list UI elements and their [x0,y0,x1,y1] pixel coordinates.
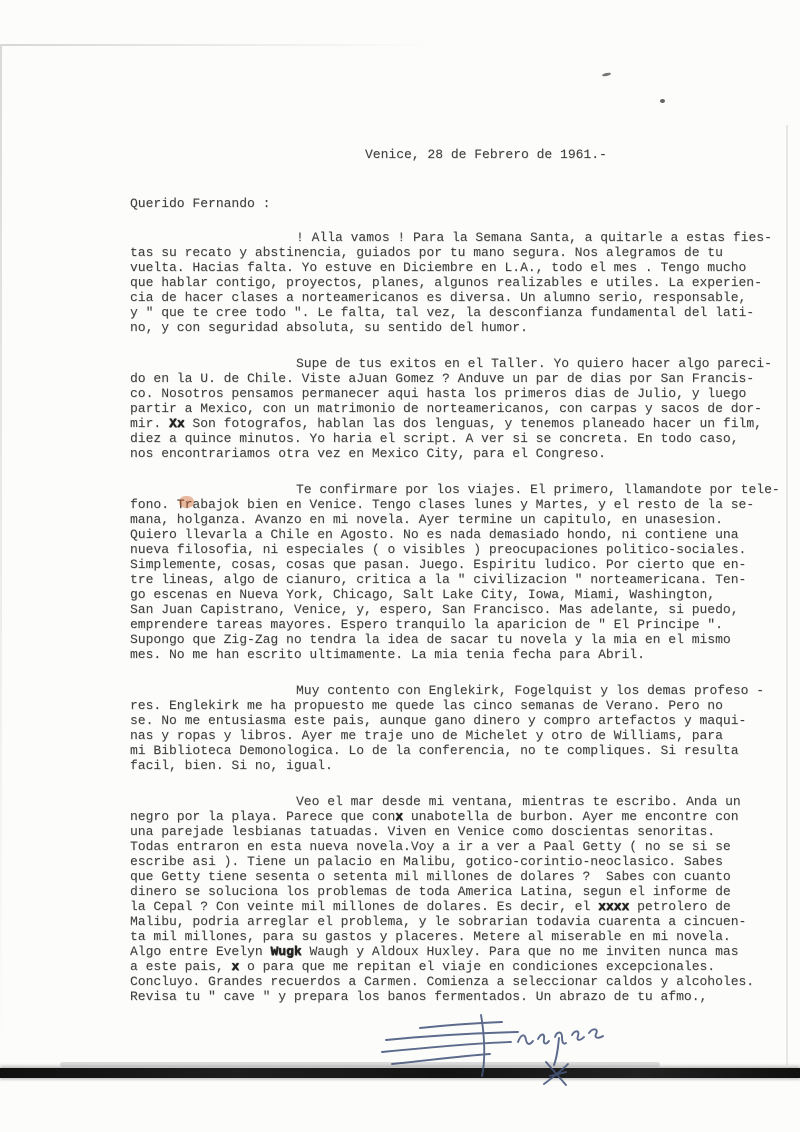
letter-line: diez a quince minutos. Yo haria el script. A ver si se concreta. En todo caso, [130,431,739,446]
letter-line: una parejade lesbianas tatuadas. Viven en Venice como doscientas senoritas. [130,824,716,839]
letter-line: Malibu, podria arreglar el problema, y le sobrarian todavia cuarenta a cincuen- [130,914,747,929]
letter-line: dinero se soluciona los problemas de toda America Latina, segun el informe de [130,884,731,899]
letter-line: ! Alla vamos ! Para la Semana Santa, a quitarle a estas fies- [296,230,772,245]
overstrike-text: Xx [169,416,185,431]
letter-line: a este pais, x o para que me repitan el viaje en condiciones excepcionales. [130,959,716,974]
letter-line: Muy contento con Englekirk, Fogelquist y los demas profeso - [296,683,765,698]
letter-line: mes. No me han escrito ultimamente. La mia tenia fecha para Abril. [130,647,645,662]
letter-line: ta mil millones, para su gastos y placeres. Metere al miserable en mi novela. [130,929,731,944]
letter-line: cia de hacer clases a norteamericanos es diversa. Un alumno serio, responsable, [130,290,747,305]
paragraph [130,794,795,1004]
letter-line: res. Englekirk me ha propuesto me quede las cinco semanas de Verano. Pero no [130,698,723,713]
paper-edge-left [0,44,2,1054]
letter-line: que hablar contigo, proyectos, planes, algunos realizables e utiles. La experien- [130,275,762,290]
letter-line: facil, bien. Si no, igual. [130,758,333,773]
letter-line: no, y con seguridad absoluta, su sentido del humor. [130,320,528,335]
scan-speck [660,99,665,103]
letter-line: do en la U. de Chile. Viste aJuan Gomez ? Anduve un par de dias por San Francis- [130,371,755,386]
letter-line: Supongo que Zig-Zag no tendra la idea de sacar tu novela y la mia en el mismo [130,632,731,647]
letter-line: Revisa tu " cave " y prepara los banos fermentados. Un abrazo de tu afmo., [130,989,708,1004]
letter-line: Todas entraron en esta nueva novela.Voy a ir a ver a Paal Getty ( no se si se [130,839,731,854]
letter-line: mana, holganza. Avanzo en mi novela. Ayer termine un capitulo, en unasesion. [130,512,723,527]
letter-line: negro por la playa. Parece que conx unabotella de burbon. Ayer me encontre con [130,809,739,824]
letter-line: tre lineas, algo de cianuro, critica a la " civilizacion " norteamericana. Ten- [130,572,747,587]
letter-line: go escenas en Nueva York, Chicago, Salt Lake City, Iowa, Miami, Washington, [130,587,716,602]
overstrike-text: xxxx [598,899,630,914]
paragraph [130,356,795,461]
letter-line: Simplemente, cosas, cosas que pasan. Juego. Espiritu ludico. Por cierto que en- [130,557,747,572]
overstrike-text: x [231,959,240,974]
signature-handwriting [378,1012,623,1096]
letter-line: mi Biblioteca Demonologica. Lo de la conferencia, no te compliques. Si resulta [130,743,739,758]
letter-line: Concluyo. Grandes recuerdos a Carmen. Comienza a seleccionar caldos y alcoholes. [130,974,755,989]
letter-line: co. Nosotros pensamos permanecer aqui hasta los primeros dias de Julio, y luego [130,386,747,401]
letter-line: y " que te cree todo ". Le falta, tal vez, la desconfianza fundamental del lati- [130,305,755,320]
signature-ink-icon [378,1012,623,1096]
letter-body [130,230,795,1025]
letter-line: mir. Xx Son fotografos, hablan las dos lenguas, y tenemos planeado hacer un film, [130,416,762,431]
overstrike-text: Wugk [270,944,302,959]
letter-line: vuelta. Hacias falta. Yo estuve en Diciembre en L.A., todo el mes . Tengo mucho [130,260,747,275]
letter-line: fono. Trabajok bien en Venice. Tengo clases lunes y Martes, y el resto de la se- [130,497,755,512]
paragraph [130,482,795,662]
letter-line: partir a Mexico, con un matrimonio de norteamericanos, con carpas y sacos de dor- [130,401,762,416]
scan-speck [602,72,611,77]
letter-line: Te confirmare por los viajes. El primero, llamandote por tele- [296,482,780,497]
paragraph [130,230,795,335]
letter-line: Supe de tus exitos en el Taller. Yo quiero hacer algo pareci- [296,356,772,371]
paragraph [130,683,795,773]
letter-line: tas su recato y abstinencia, guiados por tu mano segura. Nos alegramos de tu [130,245,723,260]
letter-line: nas y ropas y libros. Ayer me traje uno de Michelet y otro de Williams, para [130,728,723,743]
date-line: Venice, 28 de Febrero de 1961.- [365,147,607,162]
salutation: Querido Fernando : [130,196,271,211]
letter-line: Veo el mar desde mi ventana, mientras te escribo. Anda un [296,794,741,809]
overstrike-text: x [395,809,404,824]
letter-line: San Juan Capistrano, Venice, y, espero, San Francisco. Mas adelante, si puedo, [130,602,739,617]
letter-line: emprendere tareas mayores. Espero tranquilo la aparicion de " El Principe ". [130,617,723,632]
letter-line: la Cepal ? Con veinte mil millones de dolares. Es decir, el xxxx petrolero de [130,899,731,914]
letter-line: Algo entre Evelyn Wugk Waugh y Aldoux Huxley. Para que no me inviten nunca mas [130,944,739,959]
letter-line: nueva filosofia, ni especiales ( o visibles ) preocupaciones politico-sociales. [130,542,747,557]
letter-line: se. No me entusiasma este pais, aunque gano dinero y compro artefactos y maqui- [130,713,747,728]
letter-line: que Getty tiene sesenta o setenta mil millones de dolares ? Sabes con cuanto [130,869,731,884]
letter-line: escribe asi ). Tiene un palacio en Malibu, gotico-corintio-neoclasico. Sabes [130,854,723,869]
letter-line: Quiero llevarla a Chile en Agosto. No es nada demasiado hondo, ni contiene una [130,527,739,542]
letter-line: nos encontrariamos otra vez en Mexico City, para el Congreso. [130,446,606,461]
paper-edge-top [0,44,430,46]
